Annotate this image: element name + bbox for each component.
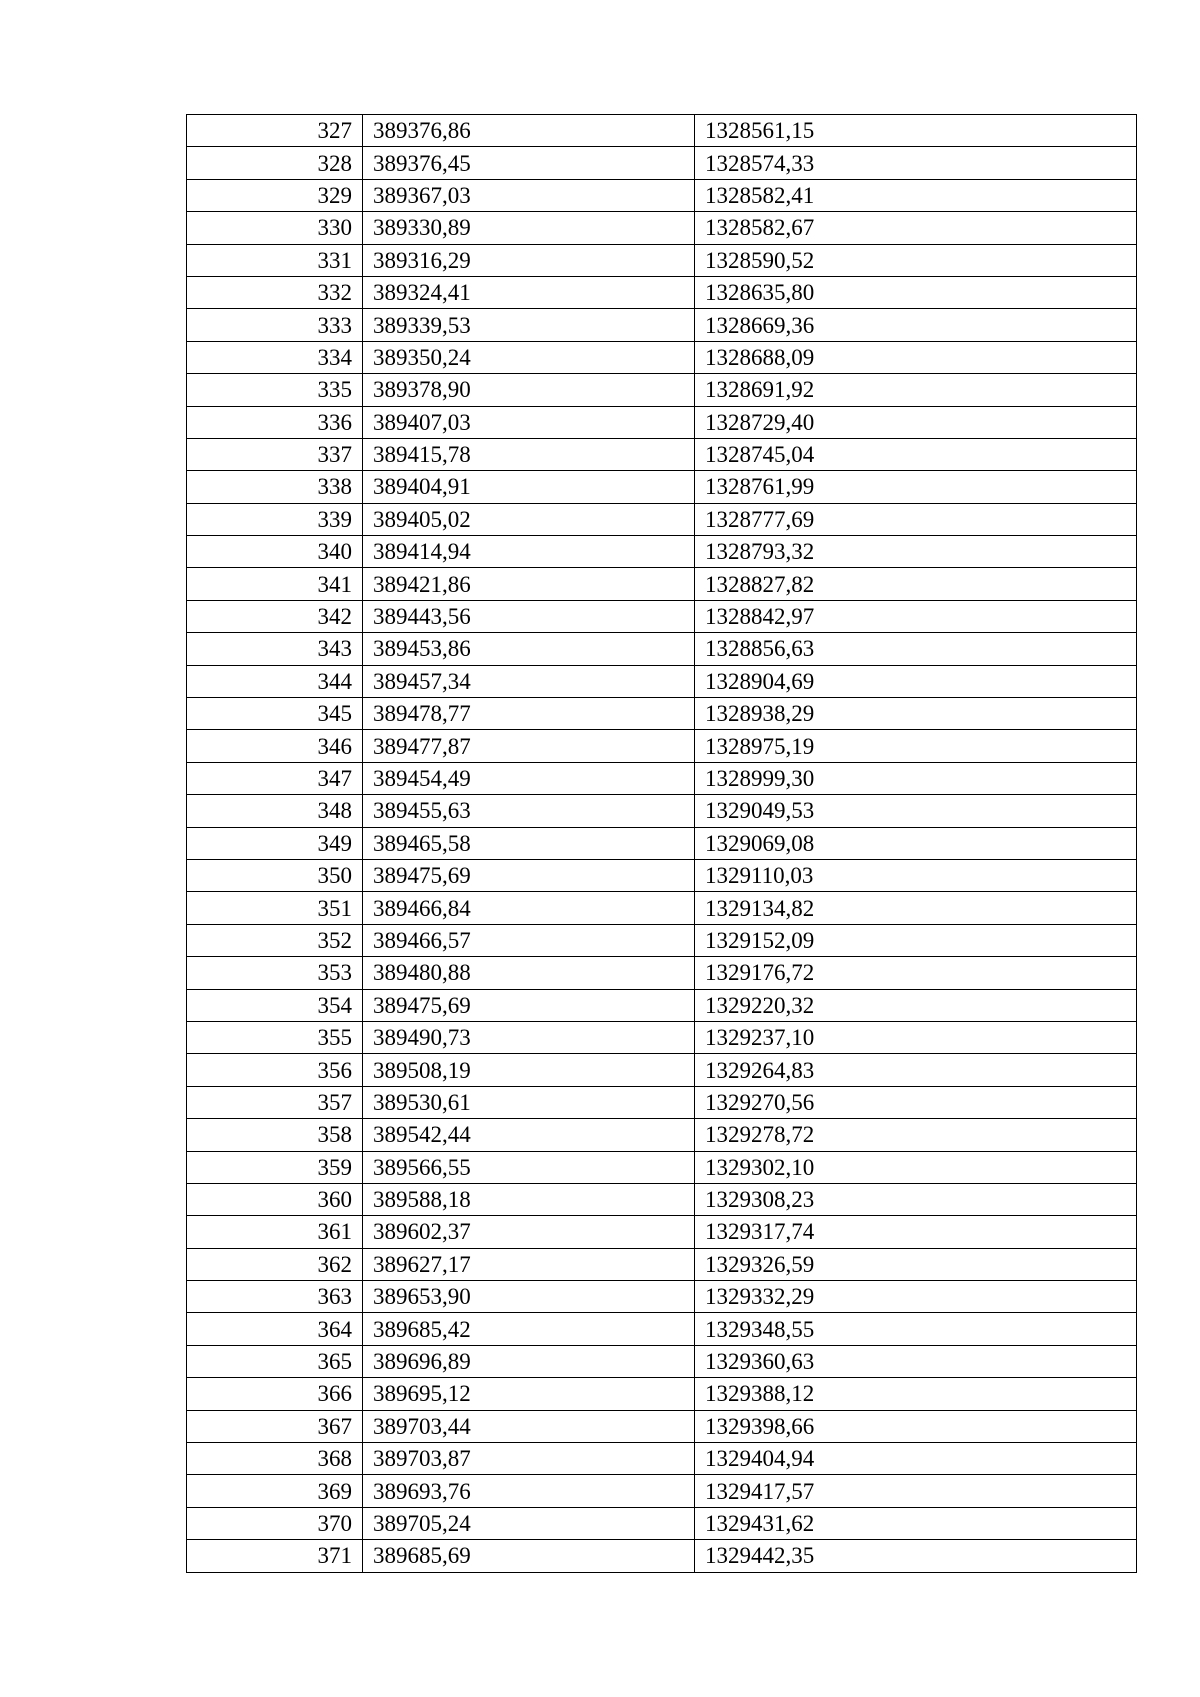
- x-coordinate-cell: 389705,24: [363, 1507, 695, 1539]
- y-coordinate-cell: 1328669,36: [695, 309, 1137, 341]
- coordinate-table: [186, 114, 1137, 1573]
- point-number-cell: 327: [187, 115, 363, 147]
- point-number-cell: 330: [187, 212, 363, 244]
- x-coordinate-cell: 389404,91: [363, 471, 695, 503]
- y-coordinate-cell: 1329270,56: [695, 1086, 1137, 1118]
- table-row: [187, 730, 1137, 762]
- x-coordinate-cell: 389478,77: [363, 698, 695, 730]
- point-number-cell: 341: [187, 568, 363, 600]
- table-row: [187, 795, 1137, 827]
- point-number-cell: 371: [187, 1540, 363, 1572]
- point-number-cell: 353: [187, 957, 363, 989]
- y-coordinate-cell: 1329398,66: [695, 1410, 1137, 1442]
- x-coordinate-cell: 389316,29: [363, 244, 695, 276]
- table-row: [187, 1378, 1137, 1410]
- point-number-cell: 351: [187, 892, 363, 924]
- y-coordinate-cell: 1329220,32: [695, 989, 1137, 1021]
- x-coordinate-cell: 389703,87: [363, 1443, 695, 1475]
- table-row: [187, 115, 1137, 147]
- point-number-cell: 347: [187, 762, 363, 794]
- x-coordinate-cell: 389653,90: [363, 1281, 695, 1313]
- y-coordinate-cell: 1328590,52: [695, 244, 1137, 276]
- table-row: [187, 665, 1137, 697]
- x-coordinate-cell: 389415,78: [363, 438, 695, 470]
- point-number-cell: 362: [187, 1248, 363, 1280]
- point-number-cell: 360: [187, 1183, 363, 1215]
- table-row: [187, 762, 1137, 794]
- table-row: [187, 212, 1137, 244]
- x-coordinate-cell: 389480,88: [363, 957, 695, 989]
- point-number-cell: 343: [187, 633, 363, 665]
- table-row: [187, 276, 1137, 308]
- y-coordinate-cell: 1329348,55: [695, 1313, 1137, 1345]
- point-number-cell: 370: [187, 1507, 363, 1539]
- table-row: [187, 374, 1137, 406]
- point-number-cell: 369: [187, 1475, 363, 1507]
- point-number-cell: 338: [187, 471, 363, 503]
- x-coordinate-cell: 389443,56: [363, 600, 695, 632]
- x-coordinate-cell: 389466,57: [363, 924, 695, 956]
- x-coordinate-cell: 389378,90: [363, 374, 695, 406]
- x-coordinate-cell: 389685,42: [363, 1313, 695, 1345]
- x-coordinate-cell: 389330,89: [363, 212, 695, 244]
- x-coordinate-cell: 389339,53: [363, 309, 695, 341]
- y-coordinate-cell: 1328574,33: [695, 147, 1137, 179]
- y-coordinate-cell: 1329308,23: [695, 1183, 1137, 1215]
- table-row: [187, 1507, 1137, 1539]
- coordinate-table-body: [187, 115, 1137, 1573]
- table-row: [187, 341, 1137, 373]
- y-coordinate-cell: 1329049,53: [695, 795, 1137, 827]
- point-number-cell: 329: [187, 179, 363, 211]
- point-number-cell: 356: [187, 1054, 363, 1086]
- table-row: [187, 471, 1137, 503]
- y-coordinate-cell: 1329431,62: [695, 1507, 1137, 1539]
- x-coordinate-cell: 389685,69: [363, 1540, 695, 1572]
- table-row: [187, 1540, 1137, 1572]
- x-coordinate-cell: 389703,44: [363, 1410, 695, 1442]
- x-coordinate-cell: 389376,86: [363, 115, 695, 147]
- point-number-cell: 358: [187, 1119, 363, 1151]
- y-coordinate-cell: 1328777,69: [695, 503, 1137, 535]
- table-row: [187, 406, 1137, 438]
- table-row: [187, 633, 1137, 665]
- y-coordinate-cell: 1329326,59: [695, 1248, 1137, 1280]
- point-number-cell: 367: [187, 1410, 363, 1442]
- point-number-cell: 350: [187, 859, 363, 891]
- table-row: [187, 1410, 1137, 1442]
- point-number-cell: 368: [187, 1443, 363, 1475]
- table-row: [187, 503, 1137, 535]
- table-row: [187, 179, 1137, 211]
- y-coordinate-cell: 1329134,82: [695, 892, 1137, 924]
- point-number-cell: 359: [187, 1151, 363, 1183]
- point-number-cell: 348: [187, 795, 363, 827]
- y-coordinate-cell: 1328761,99: [695, 471, 1137, 503]
- x-coordinate-cell: 389696,89: [363, 1345, 695, 1377]
- table-row: [187, 1021, 1137, 1053]
- table-row: [187, 1054, 1137, 1086]
- table-row: [187, 957, 1137, 989]
- table-row: [187, 698, 1137, 730]
- point-number-cell: 352: [187, 924, 363, 956]
- point-number-cell: 344: [187, 665, 363, 697]
- table-row: [187, 892, 1137, 924]
- y-coordinate-cell: 1328856,63: [695, 633, 1137, 665]
- x-coordinate-cell: 389414,94: [363, 536, 695, 568]
- table-row: [187, 600, 1137, 632]
- x-coordinate-cell: 389490,73: [363, 1021, 695, 1053]
- x-coordinate-cell: 389588,18: [363, 1183, 695, 1215]
- point-number-cell: 334: [187, 341, 363, 373]
- x-coordinate-cell: 389530,61: [363, 1086, 695, 1118]
- table-row: [187, 147, 1137, 179]
- x-coordinate-cell: 389566,55: [363, 1151, 695, 1183]
- y-coordinate-cell: 1329332,29: [695, 1281, 1137, 1313]
- x-coordinate-cell: 389324,41: [363, 276, 695, 308]
- y-coordinate-cell: 1328582,41: [695, 179, 1137, 211]
- y-coordinate-cell: 1328729,40: [695, 406, 1137, 438]
- point-number-cell: 361: [187, 1216, 363, 1248]
- x-coordinate-cell: 389477,87: [363, 730, 695, 762]
- x-coordinate-cell: 389508,19: [363, 1054, 695, 1086]
- point-number-cell: 357: [187, 1086, 363, 1118]
- x-coordinate-cell: 389407,03: [363, 406, 695, 438]
- point-number-cell: 332: [187, 276, 363, 308]
- table-row: [187, 568, 1137, 600]
- point-number-cell: 349: [187, 827, 363, 859]
- x-coordinate-cell: 389602,37: [363, 1216, 695, 1248]
- x-coordinate-cell: 389376,45: [363, 147, 695, 179]
- y-coordinate-cell: 1328691,92: [695, 374, 1137, 406]
- y-coordinate-cell: 1329237,10: [695, 1021, 1137, 1053]
- point-number-cell: 337: [187, 438, 363, 470]
- table-row: [187, 1086, 1137, 1118]
- x-coordinate-cell: 389466,84: [363, 892, 695, 924]
- point-number-cell: 336: [187, 406, 363, 438]
- y-coordinate-cell: 1328688,09: [695, 341, 1137, 373]
- table-row: [187, 1475, 1137, 1507]
- y-coordinate-cell: 1328582,67: [695, 212, 1137, 244]
- y-coordinate-cell: 1328561,15: [695, 115, 1137, 147]
- point-number-cell: 339: [187, 503, 363, 535]
- point-number-cell: 365: [187, 1345, 363, 1377]
- table-row: [187, 859, 1137, 891]
- table-row: [187, 1183, 1137, 1215]
- y-coordinate-cell: 1329110,03: [695, 859, 1137, 891]
- table-row: [187, 989, 1137, 1021]
- table-row: [187, 1345, 1137, 1377]
- point-number-cell: 328: [187, 147, 363, 179]
- x-coordinate-cell: 389627,17: [363, 1248, 695, 1280]
- x-coordinate-cell: 389475,69: [363, 859, 695, 891]
- point-number-cell: 340: [187, 536, 363, 568]
- y-coordinate-cell: 1329417,57: [695, 1475, 1137, 1507]
- x-coordinate-cell: 389465,58: [363, 827, 695, 859]
- point-number-cell: 354: [187, 989, 363, 1021]
- y-coordinate-cell: 1329404,94: [695, 1443, 1137, 1475]
- x-coordinate-cell: 389695,12: [363, 1378, 695, 1410]
- point-number-cell: 346: [187, 730, 363, 762]
- y-coordinate-cell: 1328827,82: [695, 568, 1137, 600]
- x-coordinate-cell: 389454,49: [363, 762, 695, 794]
- table-row: [187, 244, 1137, 276]
- point-number-cell: 363: [187, 1281, 363, 1313]
- x-coordinate-cell: 389350,24: [363, 341, 695, 373]
- x-coordinate-cell: 389421,86: [363, 568, 695, 600]
- point-number-cell: 345: [187, 698, 363, 730]
- y-coordinate-cell: 1328793,32: [695, 536, 1137, 568]
- table-row: [187, 1151, 1137, 1183]
- table-row: [187, 438, 1137, 470]
- table-row: [187, 1313, 1137, 1345]
- y-coordinate-cell: 1329388,12: [695, 1378, 1137, 1410]
- table-row: [187, 827, 1137, 859]
- point-number-cell: 331: [187, 244, 363, 276]
- x-coordinate-cell: 389475,69: [363, 989, 695, 1021]
- x-coordinate-cell: 389455,63: [363, 795, 695, 827]
- point-number-cell: 366: [187, 1378, 363, 1410]
- x-coordinate-cell: 389693,76: [363, 1475, 695, 1507]
- table-row: [187, 924, 1137, 956]
- y-coordinate-cell: 1329302,10: [695, 1151, 1137, 1183]
- point-number-cell: 335: [187, 374, 363, 406]
- point-number-cell: 364: [187, 1313, 363, 1345]
- table-row: [187, 309, 1137, 341]
- y-coordinate-cell: 1328842,97: [695, 600, 1137, 632]
- x-coordinate-cell: 389457,34: [363, 665, 695, 697]
- point-number-cell: 333: [187, 309, 363, 341]
- y-coordinate-cell: 1329176,72: [695, 957, 1137, 989]
- y-coordinate-cell: 1328745,04: [695, 438, 1137, 470]
- table-row: [187, 1443, 1137, 1475]
- table-row: [187, 536, 1137, 568]
- y-coordinate-cell: 1328904,69: [695, 665, 1137, 697]
- y-coordinate-cell: 1329278,72: [695, 1119, 1137, 1151]
- y-coordinate-cell: 1329442,35: [695, 1540, 1137, 1572]
- x-coordinate-cell: 389453,86: [363, 633, 695, 665]
- y-coordinate-cell: 1328938,29: [695, 698, 1137, 730]
- table-row: [187, 1248, 1137, 1280]
- x-coordinate-cell: 389405,02: [363, 503, 695, 535]
- y-coordinate-cell: 1328999,30: [695, 762, 1137, 794]
- x-coordinate-cell: 389542,44: [363, 1119, 695, 1151]
- y-coordinate-cell: 1329152,09: [695, 924, 1137, 956]
- y-coordinate-cell: 1329317,74: [695, 1216, 1137, 1248]
- point-number-cell: 355: [187, 1021, 363, 1053]
- x-coordinate-cell: 389367,03: [363, 179, 695, 211]
- point-number-cell: 342: [187, 600, 363, 632]
- y-coordinate-cell: 1328635,80: [695, 276, 1137, 308]
- y-coordinate-cell: 1329069,08: [695, 827, 1137, 859]
- y-coordinate-cell: 1329360,63: [695, 1345, 1137, 1377]
- table-row: [187, 1281, 1137, 1313]
- y-coordinate-cell: 1329264,83: [695, 1054, 1137, 1086]
- table-row: [187, 1119, 1137, 1151]
- y-coordinate-cell: 1328975,19: [695, 730, 1137, 762]
- table-row: [187, 1216, 1137, 1248]
